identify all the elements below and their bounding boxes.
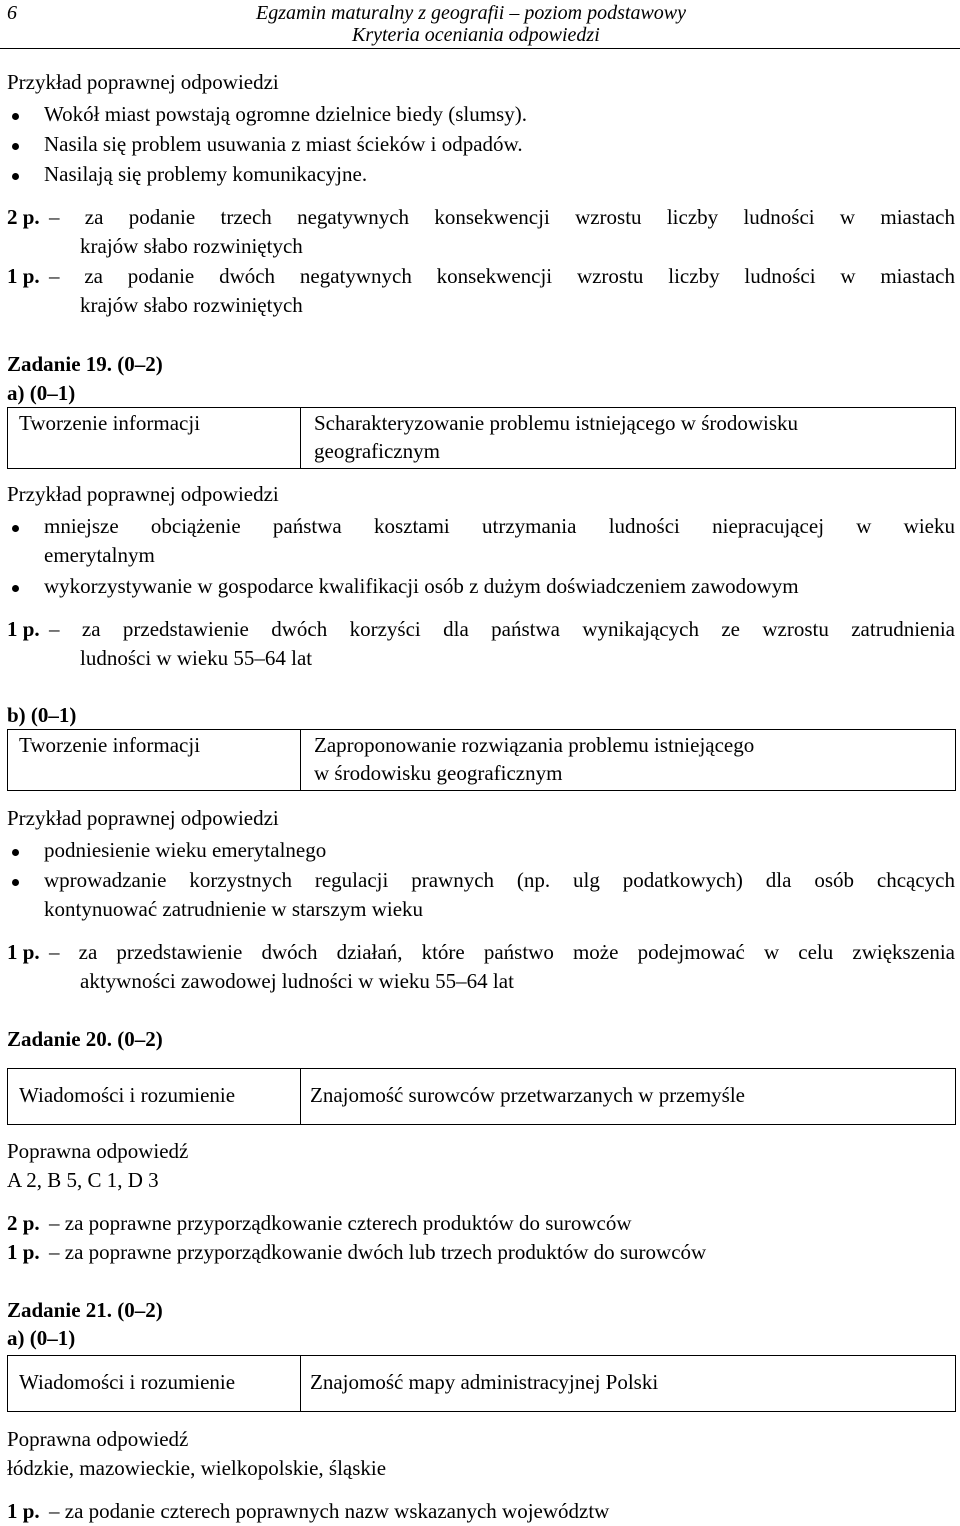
score-text: – za przedstawienie dwóch działań, które państwo może podejmować w celu zwiększenia: [49, 940, 955, 964]
bullet-icon: [12, 113, 19, 120]
score-text: ludności w wieku 55–64 lat: [80, 646, 313, 670]
skill-description: Znajomość mapy administracyjnej Polski: [310, 1370, 659, 1394]
page-number: 6: [7, 2, 17, 24]
box-divider: [300, 408, 301, 468]
skill-description: w środowisku geograficznym: [314, 761, 563, 785]
score-label: 1 p.: [7, 1240, 40, 1264]
skill-category: Tworzenie informacji: [19, 733, 201, 757]
score-text: krajów słabo rozwiniętych: [80, 234, 303, 258]
task-number: Zadanie 21.: [7, 1298, 113, 1322]
score-text: – za poprawne przyporządkowanie dwóch lub trzech produktów do surowców: [49, 1240, 707, 1264]
list-item: kontynuować zatrudnienie w starszym wieku: [44, 897, 424, 921]
skill-box: [7, 407, 956, 469]
task-number: Zadanie 19.: [7, 352, 113, 376]
score-text: – za podanie dwóch negatywnych konsekwencji wzrostu liczby ludności w miastach: [49, 264, 955, 288]
score-text: aktywności zawodowej ludności w wieku 55–64 lat: [80, 969, 514, 993]
score-label: 1 p.: [7, 264, 40, 288]
score-label: 2 p.: [7, 205, 40, 229]
skill-box: [7, 1068, 956, 1125]
skill-description: geograficznym: [314, 439, 440, 463]
list-item: wprowadzanie korzystnych regulacji prawnych (np. ulg podatkowych) dla osób chcących: [44, 868, 955, 892]
list-item: emerytalnym: [44, 543, 155, 567]
answer-heading: Przykład poprawnej odpowiedzi: [7, 482, 279, 506]
skill-description: Znajomość surowców przetwarzanych w przemyśle: [310, 1083, 746, 1107]
skill-category: Wiadomości i rozumienie: [19, 1083, 236, 1107]
bullet-icon: [12, 525, 19, 532]
score-text: – za podanie trzech negatywnych konsekwencji wzrostu liczby ludności w miastach: [49, 205, 955, 229]
list-item: Nasilają się problemy komunikacyjne.: [44, 162, 368, 186]
header-subtitle: Kryteria oceniania odpowiedzi: [352, 24, 600, 46]
task-title: [7, 352, 163, 377]
score-label: 1 p.: [7, 617, 40, 641]
list-item: Wokół miast powstają ogromne dzielnice biedy (slumsy).: [44, 102, 527, 126]
score-label: 2 p.: [7, 1211, 40, 1235]
list-item: wykorzystywanie w gospodarce kwalifikacji osób z dużym doświadczeniem zawodowym: [44, 574, 799, 598]
score-text: krajów słabo rozwiniętych: [80, 293, 303, 317]
subtask-label: a) (0–1): [7, 1326, 76, 1350]
answer-heading: Poprawna odpowiedź: [7, 1139, 189, 1163]
bullet-icon: [12, 879, 19, 886]
task-number: Zadanie 20.: [7, 1027, 113, 1051]
task-points: (0–2): [117, 1298, 163, 1322]
header-title: Egzamin maturalny z geografii – poziom podstawowy: [256, 2, 687, 24]
skill-box: [7, 729, 956, 791]
task-points: (0–2): [117, 352, 163, 376]
answer-heading: Poprawna odpowiedź: [7, 1427, 189, 1451]
skill-category: Tworzenie informacji: [19, 411, 201, 435]
answer-text: A 2, B 5, C 1, D 3: [7, 1168, 159, 1192]
score-text: – za podanie czterech poprawnych nazw wskazanych województw: [49, 1499, 610, 1523]
box-divider: [300, 1069, 301, 1124]
header-rule: [0, 48, 960, 49]
answer-text: łódzkie, mazowieckie, wielkopolskie, śląskie: [7, 1456, 387, 1480]
bullet-icon: [12, 143, 19, 150]
score-label: 1 p.: [7, 940, 40, 964]
score-text: – za poprawne przyporządkowanie czterech produktów do surowców: [49, 1211, 632, 1235]
bullet-icon: [12, 585, 19, 592]
skill-box: [7, 1355, 956, 1412]
score-label: 1 p.: [7, 1499, 40, 1523]
subtask-label: b) (0–1): [7, 703, 77, 727]
bullet-icon: [12, 849, 19, 856]
page-header: [0, 0, 960, 49]
score-text: – za przedstawienie dwóch korzyści dla państwa wynikających ze wzrostu zatrudnienia: [49, 617, 955, 641]
task-title: [7, 1298, 163, 1323]
list-item: mniejsze obciążenie państwa kosztami utrzymania ludności niepracującej w wieku: [44, 514, 955, 538]
skill-category: Wiadomości i rozumienie: [19, 1370, 236, 1394]
bullet-icon: [12, 173, 19, 180]
answer-heading: Przykład poprawnej odpowiedzi: [7, 70, 279, 94]
task-title: [7, 1027, 163, 1052]
list-item: Nasila się problem usuwania z miast ścieków i odpadów.: [44, 132, 523, 156]
subtask-label: a) (0–1): [7, 381, 76, 405]
answer-heading: Przykład poprawnej odpowiedzi: [7, 806, 279, 830]
task-points: (0–2): [117, 1027, 163, 1051]
list-item: podniesienie wieku emerytalnego: [44, 838, 327, 862]
skill-description: Scharakteryzowanie problemu istniejącego w środowisku: [314, 411, 799, 435]
box-divider: [300, 1356, 301, 1411]
skill-description: Zaproponowanie rozwiązania problemu istniejącego: [314, 733, 755, 757]
box-divider: [300, 730, 301, 790]
